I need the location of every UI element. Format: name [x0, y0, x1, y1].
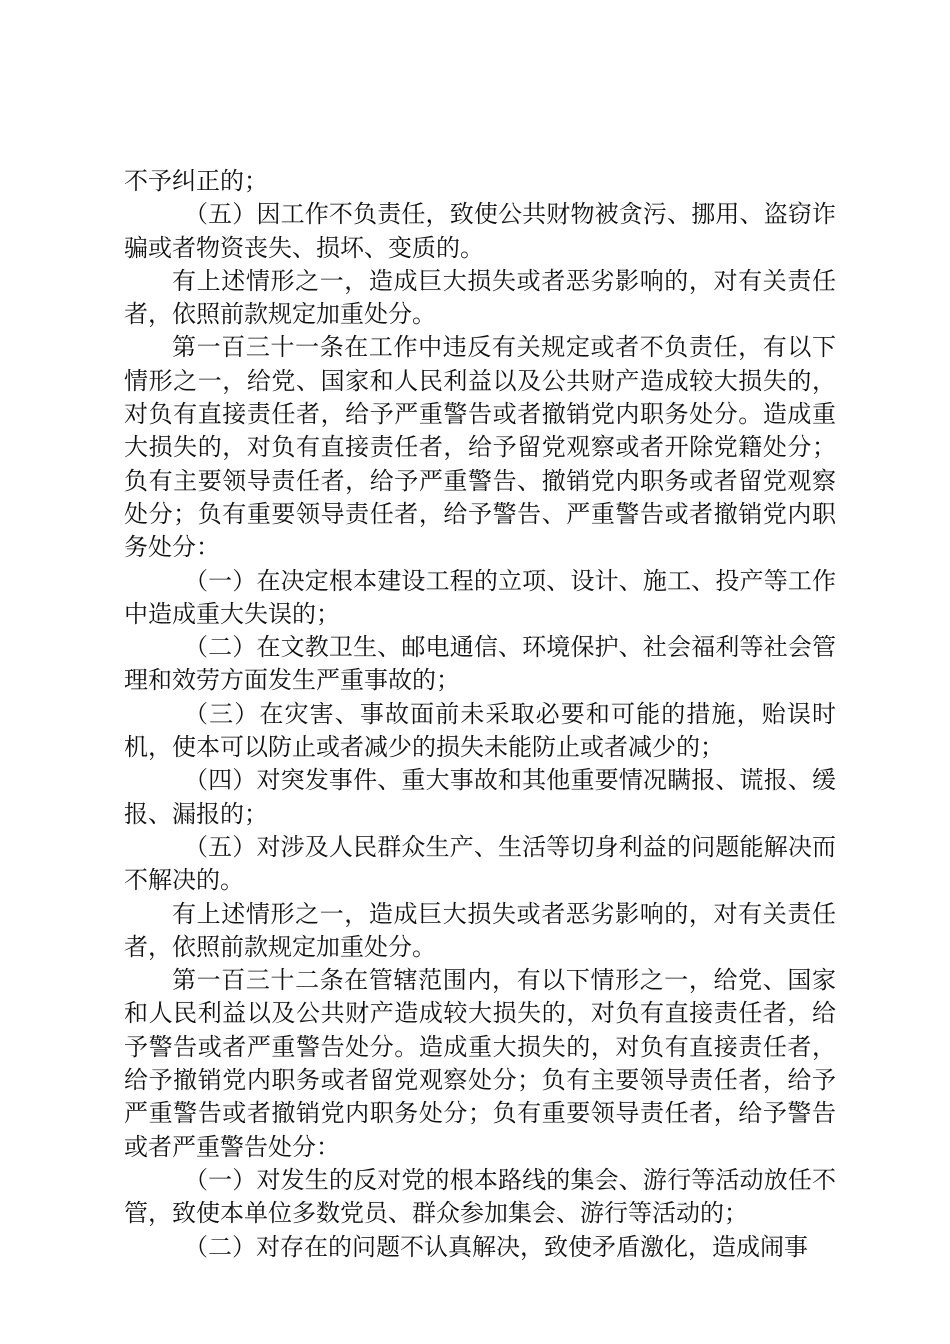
article-131-item-1: （一）在决定根本建设工程的立项、设计、施工、投产等工作中造成重大失误的； — [124, 566, 836, 628]
document-body — [124, 165, 836, 1264]
article-131-item-5: （五）对涉及人民群众生产、生活等切身利益的问题能解决而不解决的。 — [124, 832, 836, 895]
article-132-item-2: （二）对存在的问题不认真解决，致使矛盾激化，造成闹事 — [184, 1232, 808, 1261]
article-131-item-4: （四）对突发事件、重大事故和其他重要情况瞒报、谎报、缓报、漏报的； — [124, 766, 836, 828]
article-132: 第一百三十二条在管辖范围内，有以下情形之一，给党、国家和人民利益以及公共财产造成较大损失的，对负有直接责任者，给予警告或者严重警告处分。造成重大损失的，对负有直接责任者，给予撤销党内职务或者留党观察处分；负有主要领导责任者，给予严重警告或者撤销党内职务处分；负有重要领导责任者，给予警告或者严重警告处分： — [124, 966, 836, 1161]
article-131: 第一百三十一条在工作中违反有关规定或者不负责任，有以下情形之一，给党、国家和人民利益以及公共财产造成较大损失的，对负有直接责任者，给予严重警告或者撤销党内职务处分。造成重大损失的，对负有直接责任者，给予留党观察或者开除党籍处分；负有主要领导责任者，给予严重警告、撤销党内职务或者留党观察处分；负有重要领导责任者，给予警告、严重警告或者撤销党内职务处分： — [124, 333, 836, 562]
article-131-item-2: （二）在文教卫生、邮电通信、环境保护、社会福利等社会管理和效劳方面发生严重事故的； — [124, 633, 836, 695]
article-132-item-1: （一）对发生的反对党的根本路线的集会、游行等活动放任不管，致使本单位多数党员、群众参加集会、游行等活动的； — [124, 1165, 836, 1228]
paragraph-2: （五）因工作不负责任，致使公共财物被贪污、挪用、盗窃诈骗或者物资丧失、损坏、变质的。 — [124, 200, 836, 262]
article-131-item-3: （三）在灾害、事故面前未采取必要和可能的措施，贻误时机，使本可以防止或者减少的损失未能防止或者减少的； — [124, 699, 836, 762]
paragraph-1: 不予纠正的； — [124, 167, 268, 195]
paragraph-aggravation: 有上述情形之一，造成巨大损失或者恶劣影响的，对有关责任者，依照前款规定加重处分。 — [124, 899, 836, 961]
paragraph-3: 有上述情形之一，造成巨大损失或者恶劣影响的，对有关责任者，依照前款规定加重处分。 — [124, 266, 836, 329]
